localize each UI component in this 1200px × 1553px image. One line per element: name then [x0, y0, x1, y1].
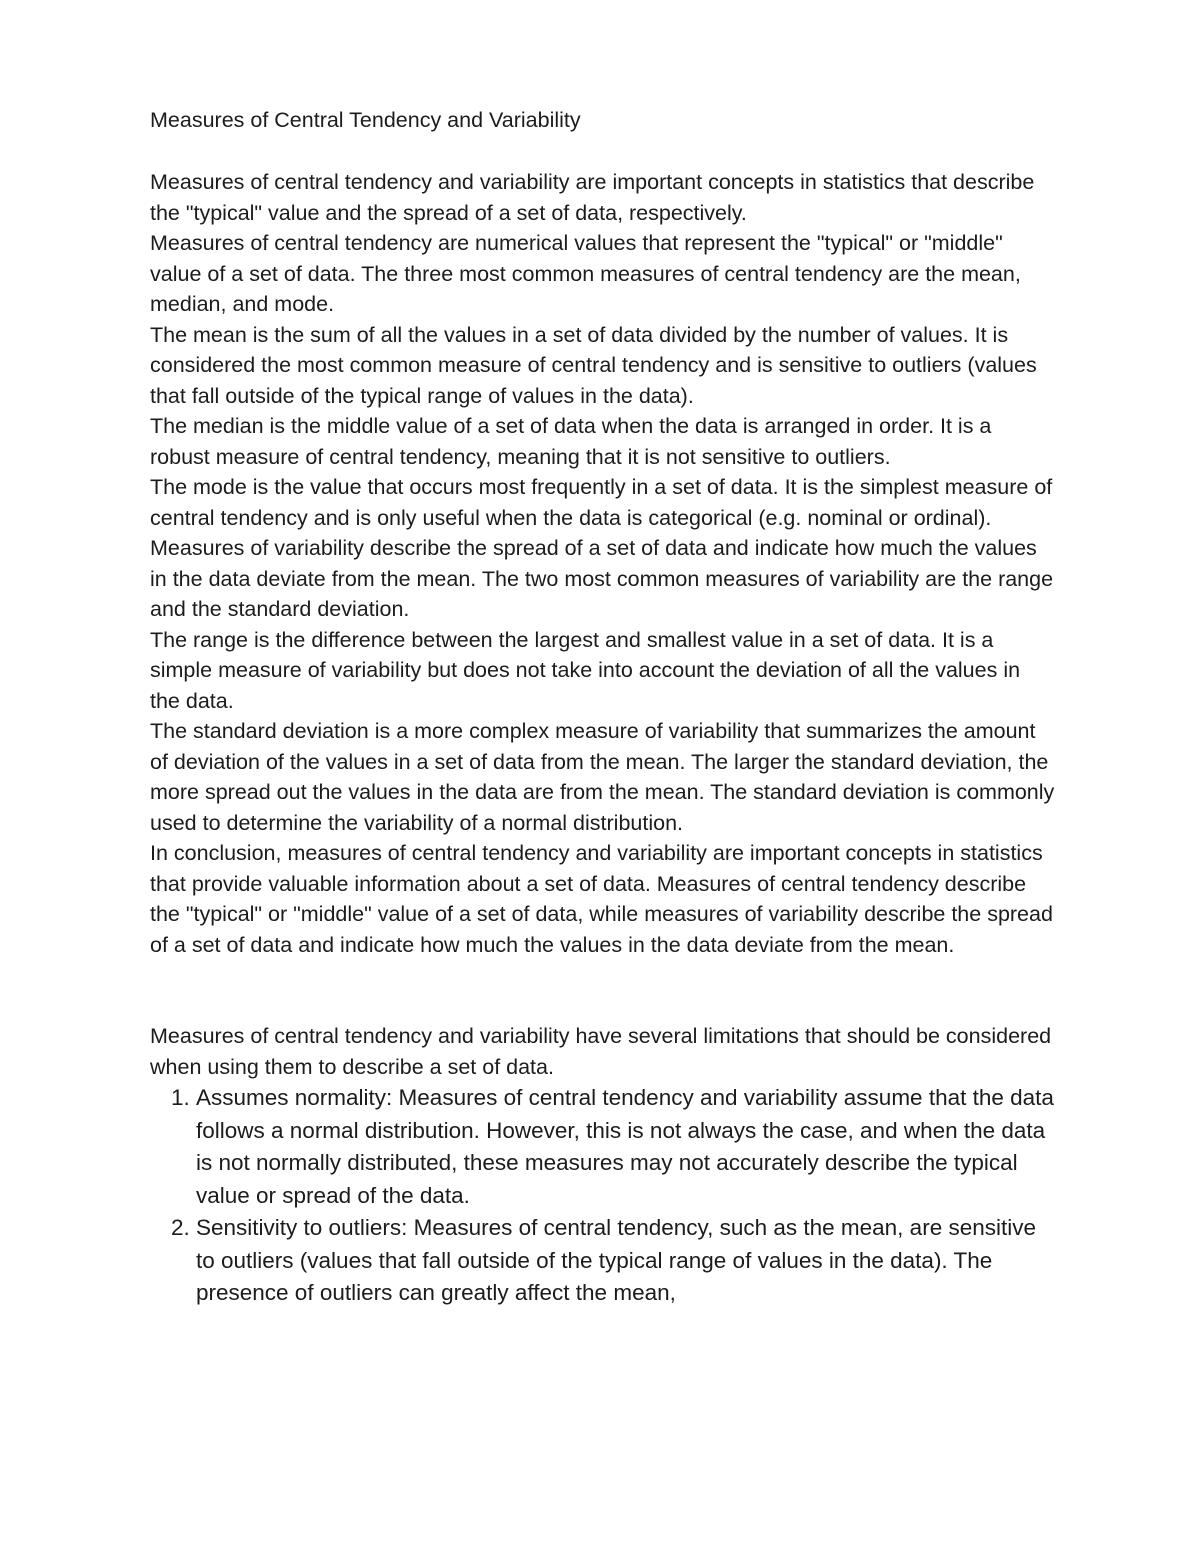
list-item: 1. Assumes normality: Measures of central tendency and variability assume that the data follows a normal distribution. However, this is not always the case, and when the data is not normally distributed, these measures may not accurately describe the typical value or spread of the data.: [196, 1082, 1055, 1212]
paragraph-range: The range is the difference between the largest and smallest value in a set of data. It is a simple measure of variability but does not take into account the deviation of all the values in the data.: [150, 627, 1021, 713]
limitations-list: [150, 1082, 1055, 1310]
document-page: [150, 105, 1055, 1310]
paragraph-intro: Measures of central tendency and variability are important concepts in statistics that describe the "typical" value and the spread of a set of data, respectively.: [150, 170, 1035, 225]
document-body: [150, 167, 1055, 960]
spacer: [150, 960, 1055, 1021]
limitations-section: [150, 1021, 1055, 1082]
spacer: [150, 136, 1055, 167]
paragraph-standard-deviation: The standard deviation is a more complex measure of variability that summarizes the amount of deviation of the values in a set of data from the mean. The larger the standard deviation, the more spread out the values in the data are from the mean. The standard deviation is commonly used to determine the variability of a normal distribution.: [150, 719, 1055, 835]
paragraph-mode: The mode is the value that occurs most frequently in a set of data. It is the simplest measure of central tendency and is only useful when the data is categorical (e.g. nominal or ordinal).: [150, 475, 1053, 530]
limitations-intro: Measures of central tendency and variability have several limitations that should be considered when using them to describe a set of data.: [150, 1024, 1052, 1079]
paragraph-conclusion: In conclusion, measures of central tendency and variability are important concepts in statistics that provide valuable information about a set of data. Measures of central tendency describe the "typical" or "middle" value of a set of data, while measures of variability describe the spread of a set of data and indicate how much the values in the data deviate from the mean.: [150, 841, 1053, 957]
paragraph-mean: The mean is the sum of all the values in a set of data divided by the number of values. It is considered the most common measure of central tendency and is sensitive to outliers (values that fall outside of the typical range of values in the data).: [150, 322, 1037, 408]
document-title: Measures of Central Tendency and Variability: [150, 108, 581, 132]
paragraph-variability: Measures of variability describe the spread of a set of data and indicate how much the values in the data deviate from the mean. The two most common measures of variability are the range and the standard deviation.: [150, 536, 1054, 621]
paragraph-median: The median is the middle value of a set of data when the data is arranged in order. It is a robust measure of central tendency, meaning that it is not sensitive to outliers.: [150, 414, 992, 469]
paragraph-central-tendency: Measures of central tendency are numerical values that represent the "typical" or "middle" value of a set of data. The three most common measures of central tendency are the mean, median, and mode.: [150, 231, 1021, 316]
list-item: 2. Sensitivity to outliers: Measures of central tendency, such as the mean, are sensitive to outliers (values that fall outside of the typical range of values in the data). The presence of outliers can greatly affect the mean,: [196, 1212, 1055, 1310]
